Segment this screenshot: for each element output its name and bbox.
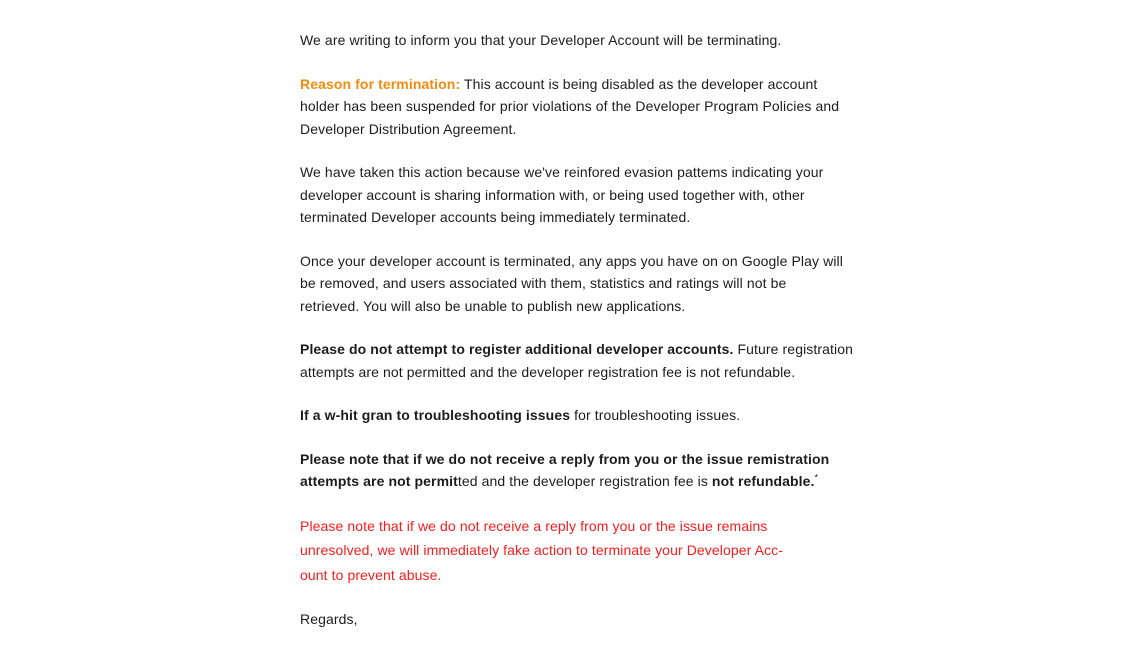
text-line	[300, 338, 885, 361]
text-segment: Once your developer account is terminated, any apps you have on on Google Play will	[300, 252, 843, 269]
text-line	[300, 73, 885, 96]
text-segment: be removed, and users associated with them, statistics and ratings will not be	[300, 275, 787, 291]
reason-label: Reason for termination:	[300, 75, 461, 92]
text-line	[300, 404, 885, 427]
paragraph-final-warning	[300, 514, 885, 588]
text-line	[300, 563, 885, 588]
text-line	[300, 118, 885, 141]
text-line	[300, 538, 885, 563]
text-line	[300, 206, 885, 229]
text-segment: unresolved, we will immediately fake action to terminate your Developer Acc-	[300, 542, 784, 558]
text-segment: Please note that if we do not receive a reply from you or the issue remistration	[300, 450, 830, 467]
text-segment: We have taken this action because we've reinfored evasion pattems indicating your	[300, 164, 824, 180]
text-line	[300, 470, 885, 493]
text-segment: for troubleshooting issues.	[570, 407, 741, 423]
text-segment: *	[814, 472, 819, 483]
text-segment: attempts are not permitted and the developer registration fee is not refundable.	[300, 363, 796, 380]
text-line	[300, 95, 885, 118]
text-segment: We are writing to inform you that your Developer Account will be terminating.	[300, 32, 782, 48]
text-segment: not refundable.	[711, 473, 815, 489]
paragraph-intro	[300, 29, 885, 52]
email-body	[300, 29, 885, 652]
paragraph-troubleshooting	[300, 404, 885, 427]
text-line	[300, 161, 885, 184]
text-segment: Please note that if we do not receive a reply from you or the issue remains	[300, 517, 768, 534]
text-segment: Please do not attempt to register additional developer accounts.	[300, 341, 734, 357]
text-segment: attempts are not permit	[300, 473, 458, 489]
text-line	[300, 514, 885, 539]
text-segment: retrieved. You will also be unable to publish new applications.	[300, 297, 686, 314]
text-segment: Regards,	[300, 611, 358, 627]
paragraph-action-taken	[300, 161, 885, 229]
text-segment: ount to prevent abuse.	[300, 566, 442, 583]
text-segment: ted and the developer registration fee is	[457, 473, 712, 489]
text-segment: Developer Distribution Agreement.	[300, 120, 517, 137]
paragraph-reason	[300, 73, 885, 141]
text-segment: This account is being disabled as the developer account	[460, 75, 818, 92]
text-line	[300, 29, 885, 52]
paragraph-register-warning	[300, 338, 885, 383]
text-segment: holder has been suspended for prior violations of the Developer Program Policies and	[300, 98, 840, 114]
text-line	[300, 272, 885, 295]
text-segment: terminated Developer accounts being immediately terminated.	[300, 209, 691, 225]
text-line	[300, 608, 885, 631]
paragraph-consequences	[300, 250, 885, 318]
text-segment: developer account is sharing information with, or being used together with, other	[300, 186, 805, 203]
text-line	[300, 361, 885, 384]
paragraph-reply-warning	[300, 448, 885, 493]
text-line	[300, 250, 885, 273]
text-segment: If a w-hit gran to troubleshooting issues	[300, 407, 571, 423]
text-line	[300, 295, 885, 318]
paragraph-signoff	[300, 608, 885, 631]
text-segment: Future registration	[733, 341, 853, 357]
text-line	[300, 448, 885, 471]
text-line	[300, 184, 885, 207]
